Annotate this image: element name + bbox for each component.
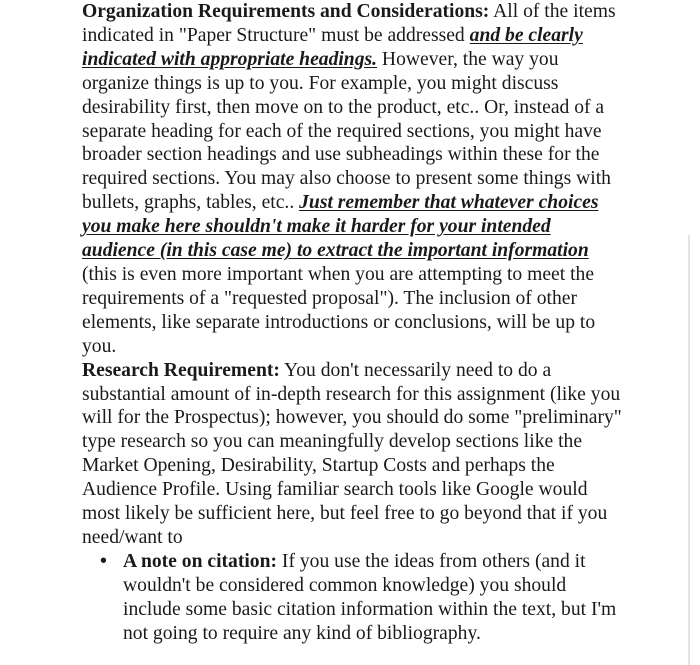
organization-heading: Organization Requirements and Considerations: (82, 1, 490, 22)
organization-emphasis-headings: and be clearly indicated with appropriate headings. (82, 24, 583, 70)
research-paragraph (82, 359, 627, 550)
page-edge-divider (688, 235, 690, 665)
citation-note-text: If you use the ideas from others (and it wouldn't be considered common knowledge) you should include some basic citation information within the text, but I'm not going to require any kind of bibliography. (123, 550, 617, 644)
organization-text-2: However, the way you organize things is up to you. For example, you might discuss desirability first, then move on to the product, etc.. Or, instead of a separate heading for each of the required sections, you might have broader section headings and use subheadings within these for the required sections. You may also choose to present some things with bullets, graphs, tables, etc.. (82, 48, 611, 214)
organization-text-3: (this is even more important when you are attempting to meet the requirements of a "requested proposal"). The inclusion of other elements, like separate introductions or conclusions, will be up to you. (82, 263, 596, 357)
citation-note-heading: A note on citation: (123, 550, 278, 572)
citation-note (82, 550, 627, 646)
organization-text-1: All of the items indicated in "Paper Structure" must be addressed (82, 1, 616, 46)
bullet-icon: • (100, 550, 107, 572)
research-heading: Research Requirement: (82, 359, 280, 381)
organization-paragraph (82, 0, 627, 359)
research-text: You don't necessarily need to do a substantial amount of in-depth research for this assignment (like you will for the Prospectus); however, you should do some "preliminary" type research so you can meaningfully develop sections like the Market Opening, Desirability, Startup Costs and perhaps the Audience Profile. Using familiar search tools like Google would most likely be sufficient here, but feel free to go beyond that if you need/want to (82, 359, 622, 548)
document-body (82, 0, 627, 645)
organization-emphasis-audience: Just remember that whatever choices you make here shouldn't make it harder for your intended audience (in this case me) to extract the important information (82, 192, 599, 262)
